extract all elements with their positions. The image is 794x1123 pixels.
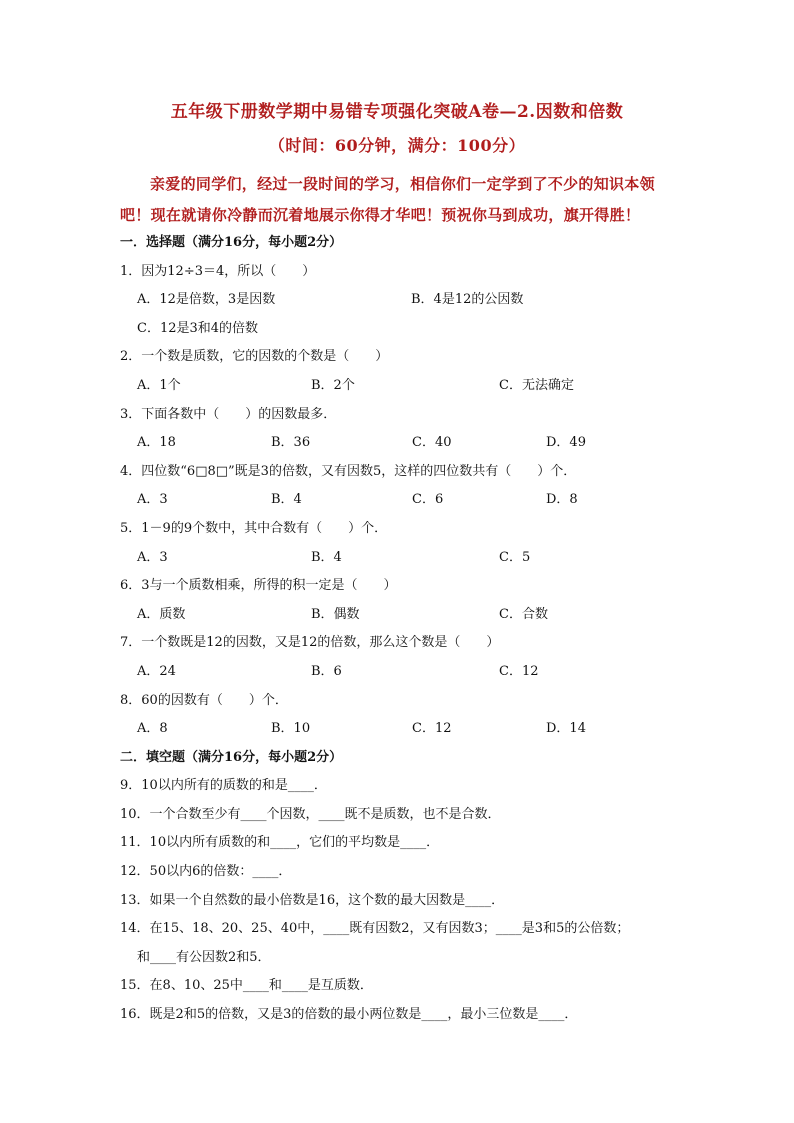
- question-8-stem: 8．60的因数有（ ）个．: [120, 692, 288, 708]
- question-16: 16．既是2和5的倍数，又是3的倍数的最小两位数是____，最小三位数是____．: [120, 1007, 578, 1023]
- option-c: C．无法确定: [499, 377, 574, 393]
- question-4-stem: 4．四位数“6□8□”既是3的倍数，又有因数5，这样的四位数共有（ ）个．: [120, 463, 577, 479]
- question-14: 14．在15、18、20、25、40中，____既有因数2，又有因数3；____是3和5的公倍数；: [120, 921, 630, 937]
- option-a: A．12是倍数，3是因数: [137, 292, 276, 308]
- question-12: 12．50以内6的倍数：____．: [120, 864, 292, 880]
- question-9: 9．10以内所有的质数的和是____．: [120, 778, 327, 794]
- question-14-continued: 和____有公因数2和5．: [137, 949, 271, 965]
- option-b: B．偶数: [311, 606, 360, 622]
- question-1-options: [120, 286, 680, 315]
- option-a: A．8: [137, 721, 168, 737]
- question-4-options: [120, 486, 680, 515]
- option-a: A．3: [137, 492, 168, 508]
- option-b: B．36: [271, 435, 311, 451]
- question-10: 10．一个合数至少有____个因数，____既不是质数，也不是合数．: [120, 806, 501, 822]
- option-a: A．3: [137, 549, 168, 565]
- option-c: C．12: [412, 721, 452, 737]
- option-b: B．4: [271, 492, 302, 508]
- question-7-options: [120, 658, 680, 687]
- option-a: A．24: [137, 663, 176, 679]
- option-b: B．4: [311, 549, 342, 565]
- page-subtitle: （时间：60分钟，满分：100分）: [268, 136, 526, 155]
- option-c: C．5: [499, 549, 531, 565]
- option-d: D．14: [546, 721, 586, 737]
- question-3-stem: 3．下面各数中（ ）的因数最多．: [120, 406, 337, 422]
- question-6-stem: 6．3与一个质数相乘，所得的积一定是（ ）: [120, 578, 397, 594]
- option-b: B．2个: [311, 377, 355, 393]
- question-3-options: [120, 429, 680, 458]
- option-a: A．18: [137, 435, 176, 451]
- option-c: C．12是3和4的倍数: [137, 320, 259, 336]
- question-8-options: [120, 715, 680, 744]
- option-b: B．10: [271, 721, 311, 737]
- section-heading-choice: 一．选择题（满分16分，每小题2分）: [120, 235, 343, 250]
- question-5-stem: 5．1－9的9个数中，其中合数有（ ）个．: [120, 520, 388, 536]
- section-heading-fill: 二．填空题（满分16分，每小题2分）: [120, 749, 343, 765]
- option-b: B．6: [311, 663, 342, 679]
- option-a: A．1个: [137, 377, 181, 393]
- question-2-stem: 2．一个数是质数，它的因数的个数是（ ）: [120, 349, 389, 365]
- option-c: C．12: [499, 663, 539, 679]
- question-7-stem: 7．一个数既是12的因数，又是12的倍数，那么这个数是（ ）: [120, 635, 500, 651]
- question-13: 13．如果一个自然数的最小倍数是16，这个数的最大因数是____．: [120, 892, 505, 908]
- option-d: D．49: [546, 435, 586, 451]
- question-2-options: [120, 372, 680, 401]
- option-d: D．8: [546, 492, 578, 508]
- page-title: 五年级下册数学期中易错专项强化突破A卷—2.因数和倍数: [170, 102, 624, 122]
- question-5-options: [120, 544, 680, 573]
- intro-paragraph: 亲爱的同学们，经过一段时间的学习，相信你们一定学到了不少的知识本领吧！现在就请你冷静而沉着地展示你得才华吧！预祝你马到成功，旗开得胜！: [120, 175, 655, 224]
- option-a: A．质数: [137, 606, 186, 622]
- question-15: 15．在8、10、25中____和____是互质数．: [120, 978, 373, 994]
- questions-content: [120, 229, 680, 1030]
- option-b: B．4是12的公因数: [411, 292, 524, 308]
- option-c: C．6: [412, 492, 444, 508]
- question-6-options: [120, 601, 680, 630]
- option-c: C．40: [412, 435, 452, 451]
- question-11: 11．10以内所有质数的和____，它们的平均数是____．: [120, 835, 440, 851]
- option-c: C．合数: [499, 606, 548, 622]
- question-1-stem: 1．因为12÷3＝4，所以（ ）: [120, 263, 316, 279]
